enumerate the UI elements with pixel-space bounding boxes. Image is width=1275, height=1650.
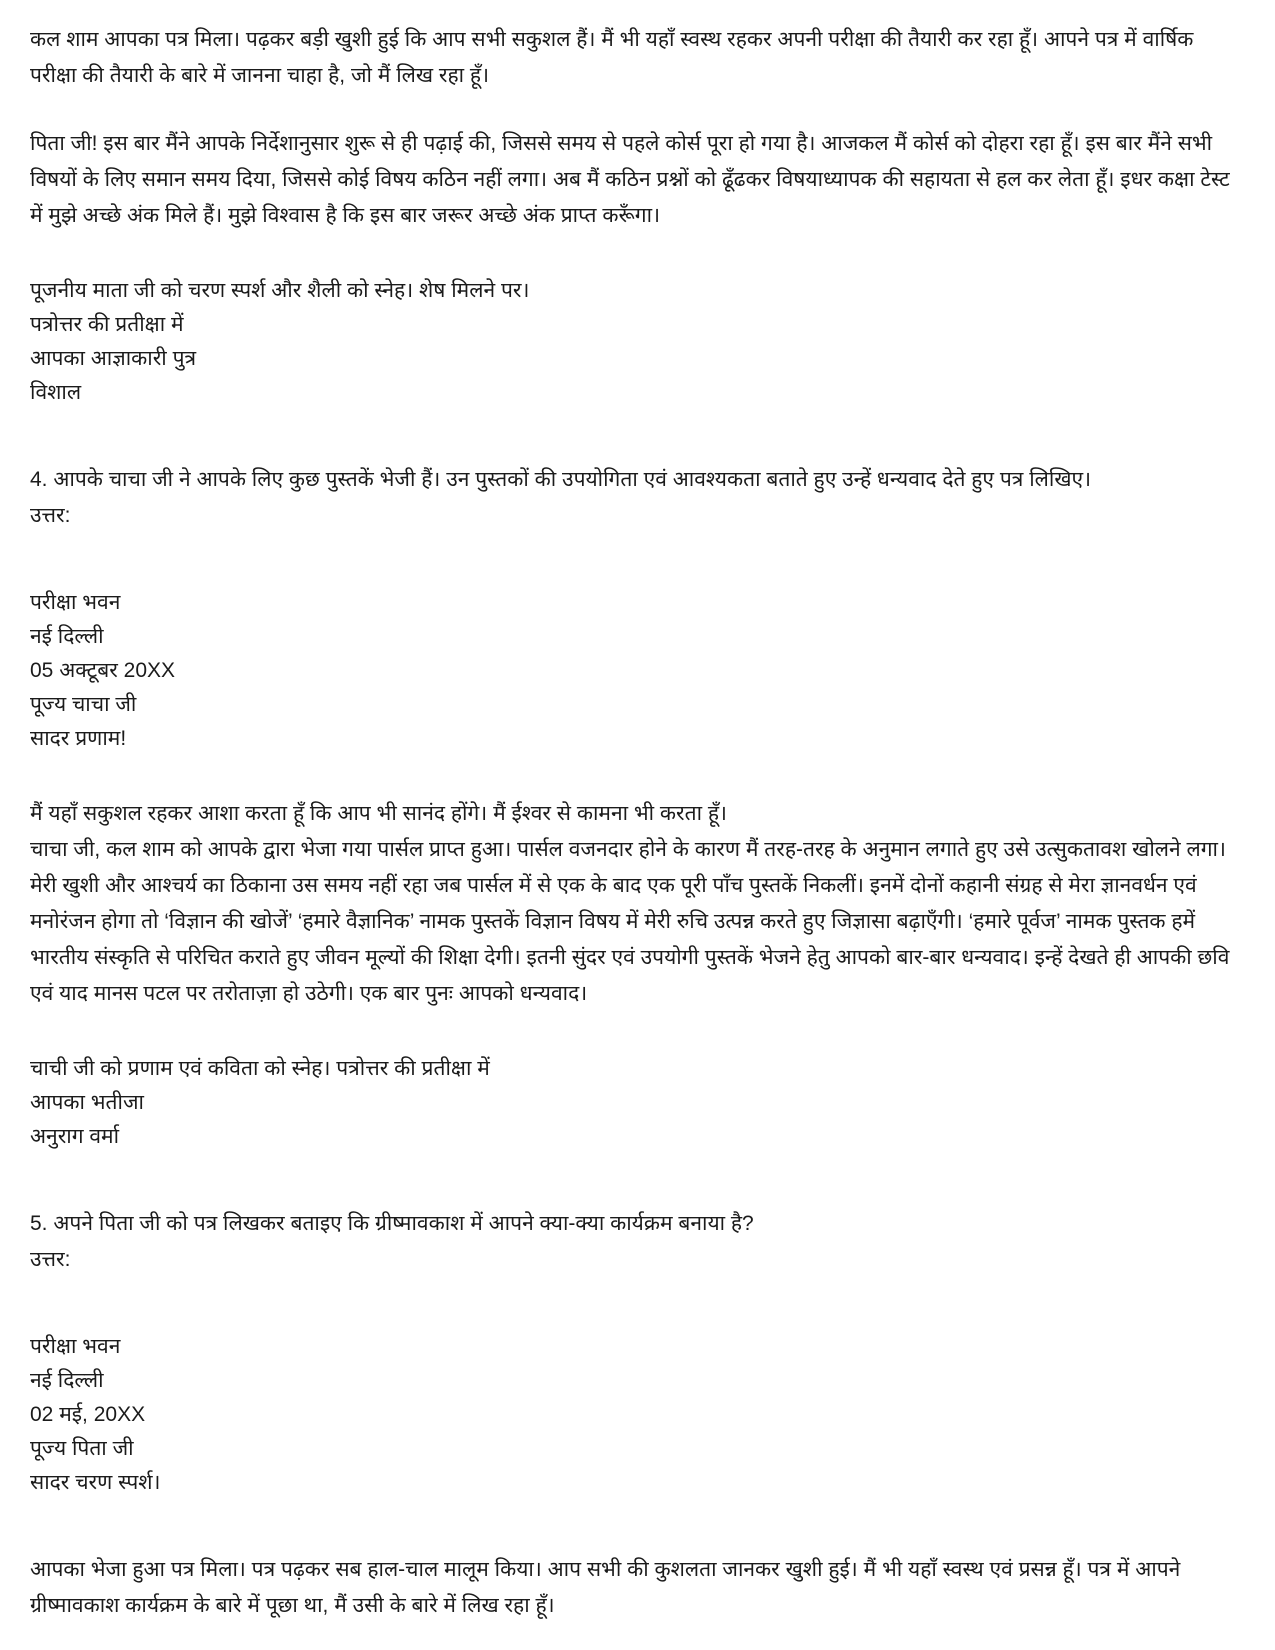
letter4-body-opening-line: मैं यहाँ सकुशल रहकर आशा करता हूँ कि आप भी सानंद होंगे। मैं ईश्वर से कामना भी करता हूँ। — [30, 802, 727, 825]
letter5-heading — [30, 1330, 1245, 1500]
letter4-sender-place: परीक्षा भवन — [30, 591, 121, 614]
letter3-para-exam-prep: कल शाम आपका पत्र मिला। पढ़कर बड़ी खुशी हुई कि आप सभी सकुशल हैं। मैं भी यहाँ स्वस्थ रहकर अपनी परीक्षा की तैयारी कर रहा हूँ। आपने पत्र में वार्षिक परीक्षा की तैयारी के बारे में जानना चाहा है, जो मैं लिख रहा हूँ। — [30, 28, 1194, 87]
letter4-date: 05 अक्टूबर 20XX — [30, 659, 176, 682]
letter5-body: आपका भेजा हुआ पत्र मिला। पत्र पढ़कर सब हाल-चाल मालूम किया। आप सभी की कुशलता जानकर खुशी हुई। मैं भी यहाँ स्वस्थ एवं प्रसन्न हूँ। पत्र में आपने ग्रीष्मावकाश कार्यक्रम के बारे में पूछा था, मैं उसी के बारे में लिख रहा हूँ। — [30, 1558, 1181, 1617]
question-4-number: 4. — [30, 468, 48, 491]
question-4-text: आपके चाचा जी ने आपके लिए कुछ पुस्तकें भेजी हैं। उन पुस्तकों की उपयोगिता एवं आवश्यकता बताते हुए उन्हें धन्यवाद देते हुए पत्र लिखिए। — [53, 468, 1092, 491]
letter3-closing — [30, 274, 1245, 410]
letter3-awaiting-line: पत्रोत्तर की प्रतीक्षा में — [30, 313, 184, 336]
question-5-number: 5. — [30, 1212, 48, 1235]
letter4-body-main: चाचा जी, कल शाम को आपके द्वारा भेजा गया पार्सल प्राप्त हुआ। पार्सल वजनदार होने के कारण मैं तरह-तरह के अनुमान लगाते हुए उसे उत्सुकतावश खोलने लगा। मेरी खुशी और आश्चर्य का ठिकाना उस समय नहीं रहा जब पार्सल में से एक के बाद एक पूरी पाँच पुस्तकें निकलीं। इनमें दोनों कहानी संग्रह से मेरा ज्ञानवर्धन एवं मनोरंजन होगा तो ‘विज्ञान की खोजें’ ‘हमारे वैज्ञानिक’ नामक पुस्तकें विज्ञान विषय में मेरी रुचि उत्पन्न करते हुए जिज्ञासा बढ़ाएँगी। ‘हमारे पूर्वज’ नामक पुस्तक हमें भारतीय संस्कृति से परिचित कराते हुए जीवन मूल्यों की शिक्षा देगी। इतनी सुंदर एवं उपयोगी पुस्तकें भेजने हेतु आपको बार-बार धन्यवाद। इन्हें देखते ही आपकी छवि एवं याद मानस पटल पर तरोताज़ा हो उठेगी। एक बार पुनः आपको धन्यवाद। — [30, 838, 1230, 1005]
letter5-date: 02 मई, 20XX — [30, 1403, 146, 1426]
letter4-body — [30, 796, 1245, 1012]
letter4-regards-line: चाची जी को प्रणाम एवं कविता को स्नेह। पत्रोत्तर की प्रतीक्षा में — [30, 1057, 490, 1080]
question-5 — [30, 1206, 1245, 1242]
answer-label-4: उत्तर: — [30, 504, 71, 527]
letter4-signoff-line: आपका भतीजा — [30, 1091, 144, 1114]
letter4-signature: अनुराग वर्मा — [30, 1125, 120, 1148]
letter5-sender-city: नई दिल्ली — [30, 1369, 104, 1392]
letter4-greeting: सादर प्रणाम! — [30, 727, 127, 750]
answer-label-5: उत्तर: — [30, 1248, 71, 1271]
letter5-salutation: पूज्य पिता जी — [30, 1437, 134, 1460]
letter3-signature: विशाल — [30, 381, 82, 404]
letter4-heading — [30, 586, 1245, 756]
letter4-sender-city: नई दिल्ली — [30, 625, 104, 648]
letter3-regards-line: पूजनीय माता जी को चरण स्पर्श और शैली को स्नेह। शेष मिलने पर। — [30, 279, 530, 302]
question-5-text: अपने पिता जी को पत्र लिखकर बताइए कि ग्रीष्मावकाश में आपने क्या-क्या कार्यक्रम बनाया है? — [53, 1212, 754, 1235]
letter5-sender-place: परीक्षा भवन — [30, 1335, 121, 1358]
letter5-greeting: सादर चरण स्पर्श। — [30, 1471, 161, 1494]
letter4-closing — [30, 1052, 1245, 1154]
letter3-para-study-plan: पिता जी! इस बार मैंने आपके निर्देशानुसार शुरू से ही पढ़ाई की, जिससे समय से पहले कोर्स पूरा हो गया है। आजकल मैं कोर्स को दोहरा रहा हूँ। इस बार मैंने सभी विषयों के लिए समान समय दिया, जिससे कोई विषय कठिन नहीं लगा। अब मैं कठिन प्रश्नों को ढूँढकर विषयाध्यापक की सहायता से हल कर लेता हूँ। इधर कक्षा टेस्ट में मुझे अच्छे अंक मिले हैं। मुझे विश्वास है कि इस बार जरूर अच्छे अंक प्राप्त करूँगा। — [30, 132, 1230, 227]
question-4 — [30, 462, 1245, 498]
letter4-salutation: पूज्य चाचा जी — [30, 693, 137, 716]
letter3-signoff-line: आपका आज्ञाकारी पुत्र — [30, 347, 197, 370]
